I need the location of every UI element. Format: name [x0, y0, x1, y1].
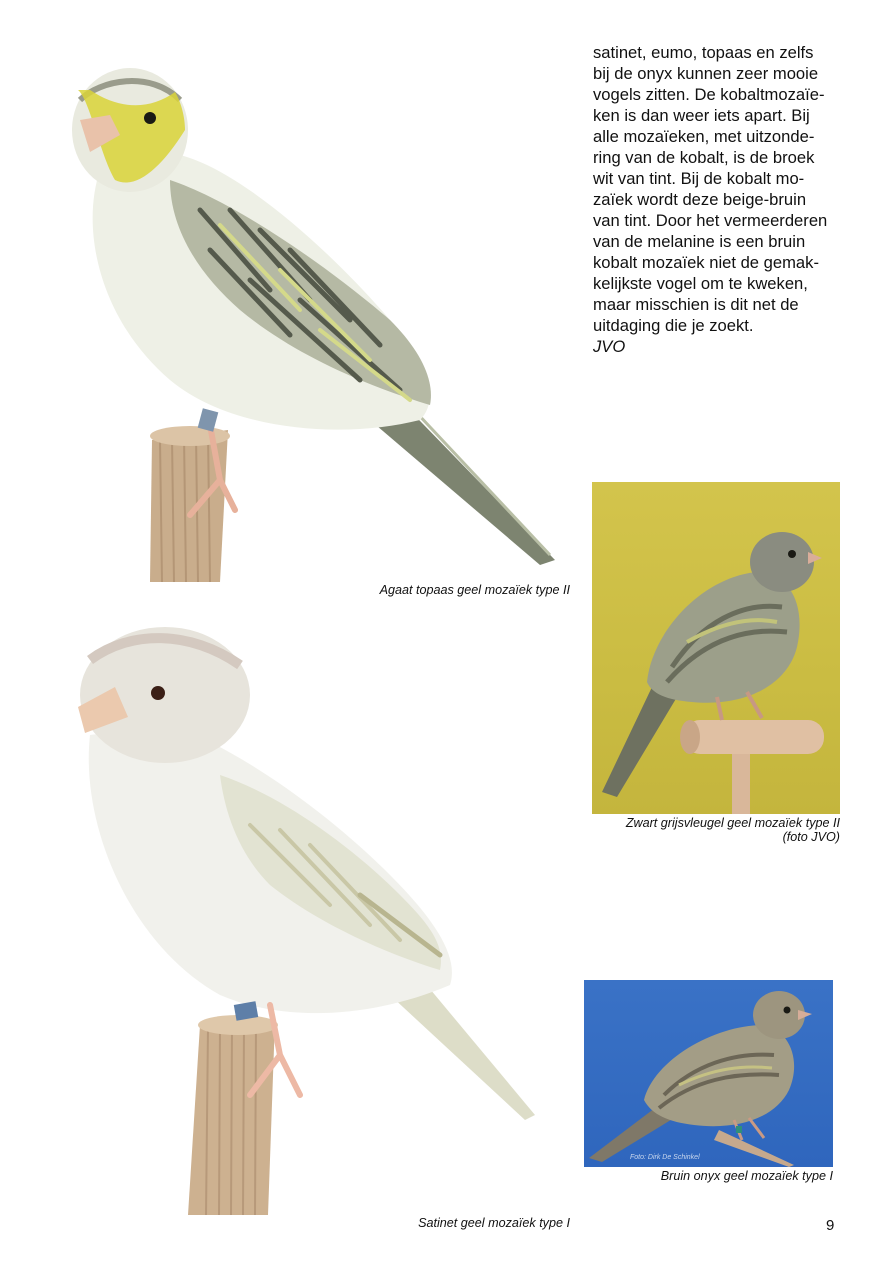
article-line: satinet, eumo, topaas en zelfs — [593, 43, 814, 62]
perch — [188, 1015, 278, 1215]
article-line: van de melanine is een bruin — [593, 232, 806, 251]
page-number: 9 — [826, 1217, 835, 1234]
article-line: maar misschien is dit net de — [593, 295, 799, 314]
article-line: alle mozaïeken, met uitzonde- — [593, 127, 815, 146]
photo-agaat-topaas-bird — [60, 60, 560, 585]
article-line: wit van tint. Bij de kobalt mo- — [593, 169, 805, 188]
article-line: zaïek wordt deze beige-bruin — [593, 190, 807, 209]
article-line: ring van de kobalt, is de broek — [593, 148, 815, 167]
caption-agaat-topaas: Agaat topaas geel mozaïek type II — [379, 583, 570, 597]
caption-zwart-grijsvleugel — [560, 816, 840, 844]
caption-bruin-onyx: Bruin onyx geel mozaïek type I — [660, 1169, 833, 1183]
article-line: vogels zitten. De kobaltmozaïe- — [593, 85, 825, 104]
article-line: bij de onyx kunnen zeer mooie — [593, 64, 819, 83]
perch — [150, 426, 230, 582]
article-line: ken is dan weer iets apart. Bij — [593, 106, 810, 125]
caption-zwart-line1: Zwart grijsvleugel geel mozaïek type II — [625, 816, 840, 830]
article-line: van tint. Door het vermeerderen — [593, 211, 828, 230]
photo-satinet-bird — [70, 625, 550, 1215]
article-text — [593, 42, 843, 357]
article-line: uitdaging die je zoekt. — [593, 316, 754, 335]
author-signature: JVO — [593, 337, 626, 356]
photo-credit: Foto: Dirk De Schinkel — [630, 1154, 700, 1161]
article-line: kobalt mozaïek niet de gemak- — [593, 253, 819, 272]
bird-zwart-grijsvleugel — [592, 482, 840, 814]
photo-zwart-grijsvleugel — [592, 482, 840, 814]
article-line: kelijkste vogel om te kweken, — [593, 274, 808, 293]
caption-zwart-line2: (foto JVO) — [782, 830, 840, 844]
caption-satinet: Satinet geel mozaïek type I — [418, 1216, 570, 1230]
photo-bruin-onyx — [584, 980, 833, 1167]
bird-bruin-onyx — [584, 980, 833, 1167]
